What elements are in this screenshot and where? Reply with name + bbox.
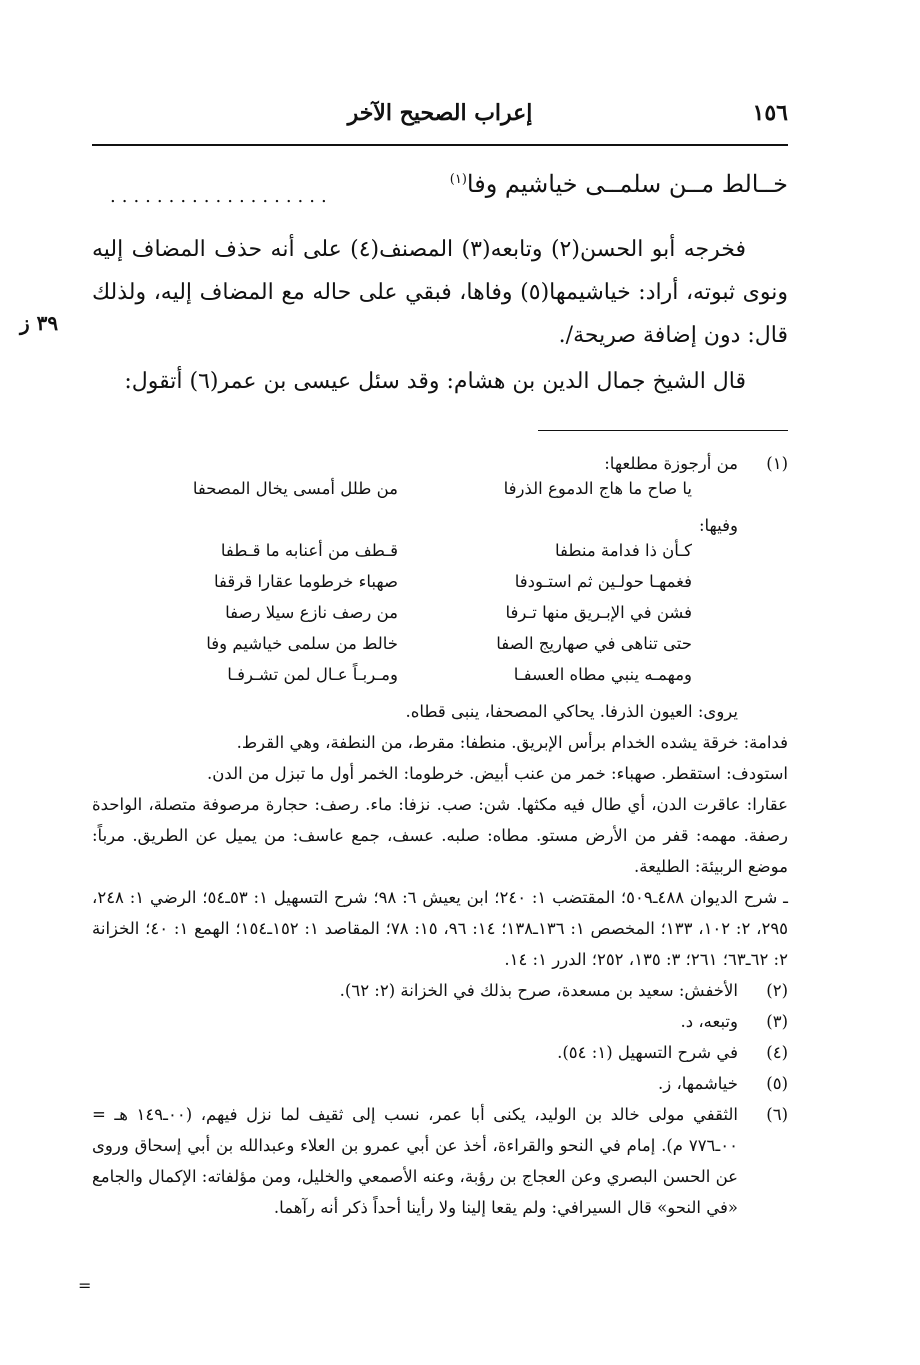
footnote-1-line: فدامة: خرقة يشده الخدام برأس الإبريق. منطفا: مقرط، من النطفة، وهي القرط. — [236, 733, 788, 752]
verse-ellipsis: ................... — [110, 186, 333, 207]
running-title: إعراب الصحيح الآخر — [347, 100, 533, 126]
footnote-1-sources: ـ شرح الديوان ٤٨٨ـ٥٠٩؛ المقتضب ١: ٢٤٠؛ ابن يعيش ٦: ٩٨؛ شرح التسهيل ١: ٥٣ـ٥٤؛ الرضي ١: ٢٤٨، ٢٩٥، ٢: ١٠٢، ١٣٣؛ المخصص ١: ١٣٦ـ١٣٨؛ ١٤: ٩٦، ١٥: ٧٨؛ المقاصد ١: ١٥٢ـ١٥٤؛ الهمع ١: ٤٠؛ الخزانة ٢: ٦٢ـ٦٣؛ ٢٦١؛ ٣: ١٣٥، ٢٥٢؛ الدرر ١: ١٤. — [92, 888, 789, 969]
footnote-number: (٥) — [766, 1074, 788, 1093]
footnote-1-line: عقارا: عاقرت الدن، أي طال فيه مكثها. شن: صب. نزفا: ماء. رصف: حجارة مرصوفة متصلة، الواحدة رصفة. مهمه: قفر من الأرض مستو. مطاه: صلبه. عسف، جمع عاسف: من يميل عن الطريق. مرباً: موضع الربيئة: الطليعة. — [92, 795, 788, 876]
footnote-1-wafiha — [0, 510, 920, 541]
footnote-text: الأخفش: سعيد بن مسعدة، صرح بذلك في الخزانة (٢: ٦٢). — [339, 981, 738, 1000]
poem-hemistich-second: من طلل أمسى يخال المصحفا — [192, 479, 398, 498]
footnote-number: (٦) — [766, 1105, 788, 1124]
footnotes — [0, 448, 920, 1223]
poem-row — [0, 603, 920, 634]
poem-hemistich-second: خالط من سلمى خياشيم وفا — [206, 634, 398, 653]
poem-hemistich-first: ومهمـه ينبي مطاه العسفـا — [513, 665, 692, 684]
footnote-text: خياشمها، ز. — [658, 1074, 738, 1093]
poem-hemistich-second: قـطف من أعنابه ما قـطفا — [220, 541, 398, 560]
footnote-text: من أرجوزة مطلعها: — [604, 454, 738, 473]
poem-hemistich-first: يا صاح ما هاج الدموع الذرفا — [503, 479, 692, 498]
footnote-text: وتبعه، د. — [680, 1012, 738, 1031]
poem-hemistich-first: فغمهـا حولـين ثم استـودفا — [514, 572, 692, 591]
footnote-6 — [0, 1099, 920, 1223]
page-header — [92, 100, 788, 140]
page-number: ١٥٦ — [752, 100, 788, 126]
footnote-number: (٤) — [766, 1043, 788, 1062]
footnote-text: في شرح التسهيل (١: ٥٤). — [557, 1043, 738, 1062]
footnote-4 — [0, 1037, 920, 1068]
poem-hemistich-first: كـأن ذا فدامة منطفا — [554, 541, 692, 560]
verse-text: خــالط مــن سلمــى خياشيم وفا — [466, 170, 788, 198]
footnote-text: وفيها: — [698, 516, 738, 535]
footnote-number: (٣) — [766, 1012, 788, 1031]
footnote-text: الثقفي مولى خالد بن الوليد، يكنى أبا عمر، نسب إلى ثقيف لما نزل فيهم، (٠٠ـ١٤٩ هـ = ٠٠ـ٧٧٦ م). إمام في النحو والقراءة، أخذ عن أبي عمرو بن العلاء وعبدالله بن أبي إسحاق وروى عن الحسن البصري وعن العجاج بن رؤبة، وعنه الأصمعي والخليل، ومن مؤلفاته: الإكمال والجامع «في النحو» قال السيرافي: ولم يقعا إلينا ولا رأينا أحداً ذكر أنه رآهما. — [92, 1105, 738, 1217]
footnote-2 — [0, 975, 920, 1006]
poem-row — [0, 541, 920, 572]
paragraph-2: قال الشيخ جمال الدين بن هشام: وقد سئل عيسى بن عمر(٦) أتقول: — [124, 369, 746, 394]
footnote-1-intro — [0, 448, 920, 479]
footnote-5 — [0, 1068, 920, 1099]
footnote-number: (١) — [766, 454, 788, 473]
poem-row — [0, 665, 920, 696]
poem-row — [0, 634, 920, 665]
poem-row-opening — [0, 479, 920, 510]
poem-hemistich-second: صهباء خرطوما عقارا قرقفا — [214, 572, 398, 591]
footnote-rule — [538, 430, 788, 431]
footnote-number: (٢) — [766, 981, 788, 1000]
continuation-mark: = — [78, 1276, 92, 1295]
poem-hemistich-first: حتى تناهى في صهاريج الصفا — [496, 634, 692, 653]
poem-hemistich-second: ومـربـاً عـال لمن تشـرفـا — [227, 665, 398, 684]
verse-line — [450, 170, 788, 198]
footnote-3 — [0, 1006, 920, 1037]
poem-hemistich-second: من رصف نازع سيلا رصفا — [225, 603, 398, 622]
paragraph-1: فخرجه أبو الحسن(٢) وتابعه(٣) المصنف(٤) على أنه حذف المضاف إليه ونوى ثبوته، أراد: خياشيمها(٥) وفاها، فبقي على حاله مع المضاف إليه، ولذلك قال: دون إضافة صريحة/. — [92, 237, 788, 348]
footnote-1-line: يروى: العيون الذرفا. يحاكي المصحفا، ينبى قطاه. — [405, 702, 738, 721]
poem-row — [0, 572, 920, 603]
header-rule — [92, 144, 788, 146]
footnote-1-line: استودف: استقطر. صهباء: خمر من عنب أبيض. خرطوما: الخمر أول ما تبزل من الدن. — [207, 764, 788, 783]
poem-hemistich-first: فشن في الإبـريق منها تـرفا — [505, 603, 692, 622]
margin-note: ٣٩ ز — [20, 311, 59, 335]
verse-note-mark: (١) — [449, 172, 467, 187]
